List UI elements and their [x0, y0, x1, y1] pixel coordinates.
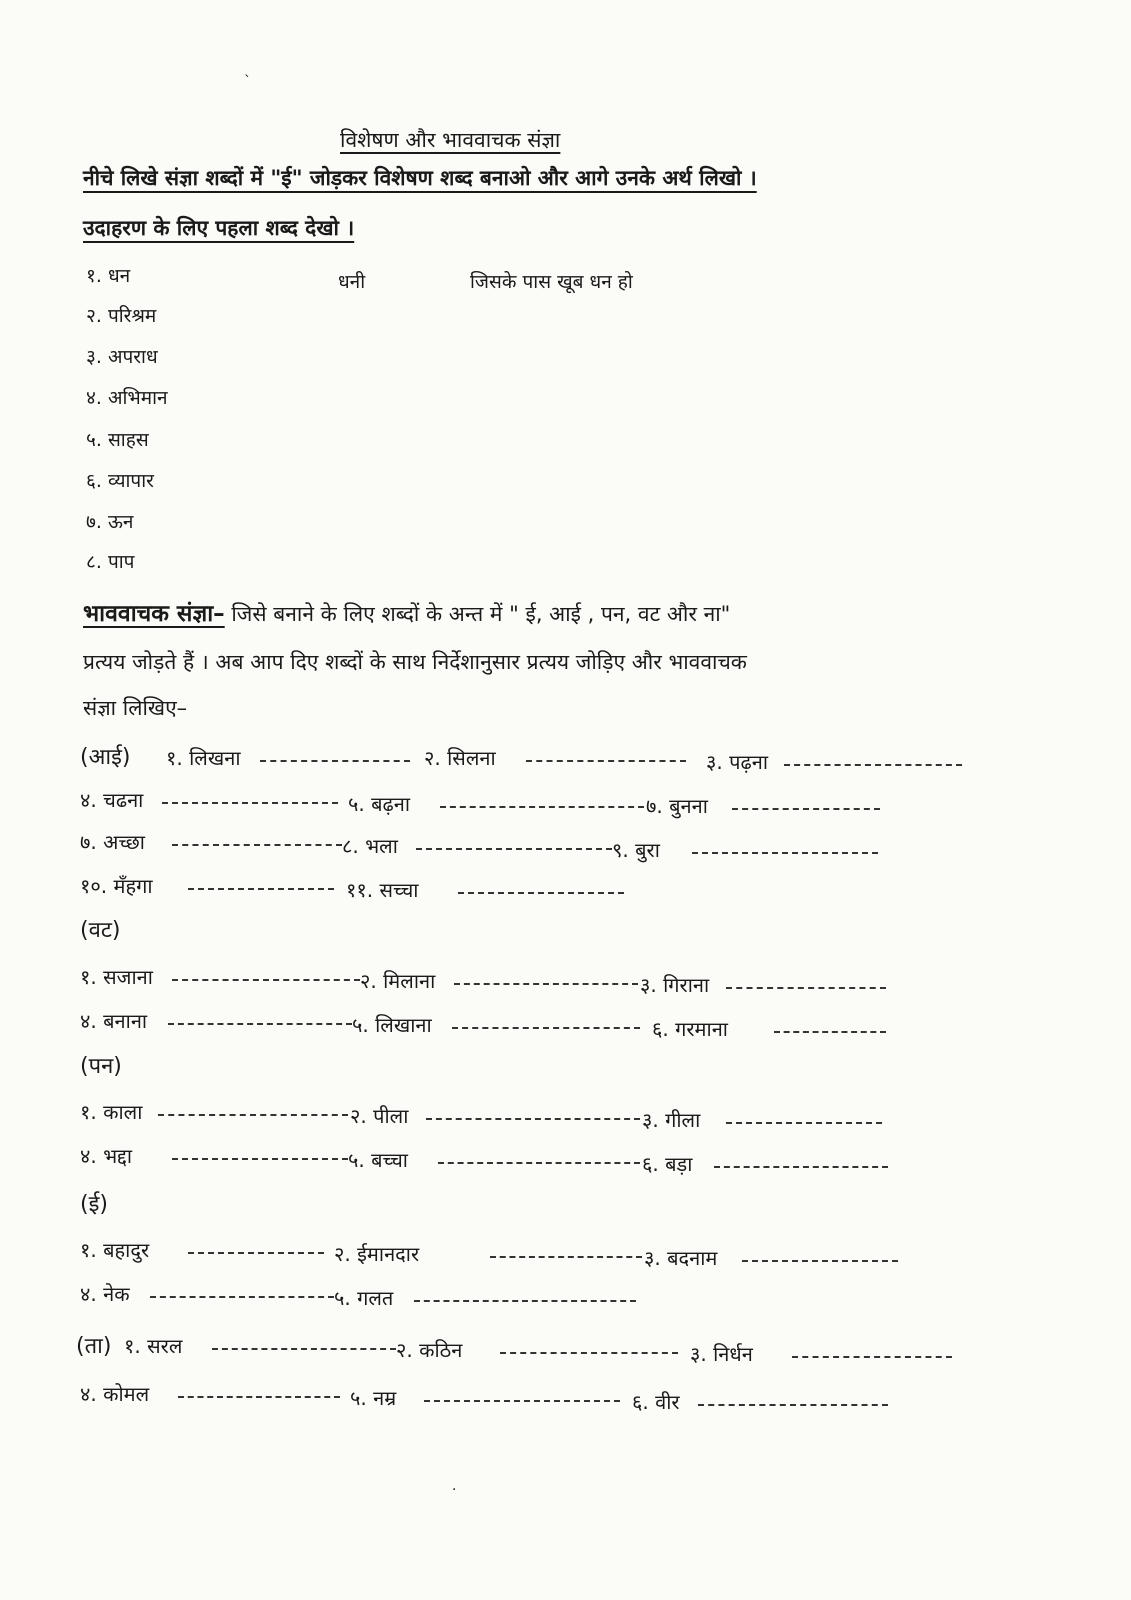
answer-blank[interactable] — [742, 1260, 898, 1262]
word-item: ४. अभिमान — [86, 387, 168, 409]
answer-blank[interactable] — [150, 1296, 334, 1298]
suffix-label: (आई) — [80, 745, 131, 770]
exercise-word: ४. नेक — [80, 1282, 130, 1306]
answer-blank[interactable] — [454, 983, 638, 985]
abstract-text: जिसे बनाने के लिए शब्दों के अन्त में " ई, आई , पन, वट और ना" — [224, 602, 731, 626]
exercise-word: ३. पढ़ना — [706, 750, 769, 774]
answer-blank[interactable] — [714, 1166, 888, 1168]
instruction-line-1: नीचे लिखे संज्ञा शब्दों में "ई" जोड़कर विशेषण शब्द बनाओ और आगे उनके अर्थ लिखो । — [83, 166, 757, 190]
suffix-label: (वट) — [80, 918, 121, 943]
example-meaning: जिसके पास खूब धन हो — [470, 271, 633, 293]
answer-blank[interactable] — [438, 1162, 640, 1164]
answer-blank[interactable] — [692, 852, 878, 854]
abstract-paragraph-line-3: संज्ञा लिखिए– — [83, 696, 188, 720]
exercise-word: ७. बुनना — [646, 794, 708, 818]
answer-blank[interactable] — [188, 1252, 324, 1254]
exercise-word: ४. भद्दा — [80, 1144, 133, 1168]
exercise-word: १. सरल — [124, 1334, 183, 1358]
answer-blank[interactable] — [178, 1396, 340, 1398]
exercise-word: ४. बनाना — [80, 1009, 148, 1033]
answer-blank[interactable] — [726, 987, 886, 989]
exercise-word: १. सजाना — [80, 965, 153, 989]
exercise-word: ९. बुरा — [612, 838, 660, 862]
answer-blank[interactable] — [698, 1404, 888, 1406]
answer-blank[interactable] — [458, 892, 624, 894]
exercise-word: ३. निर्धन — [690, 1342, 753, 1366]
exercise-word: १. लिखना — [166, 746, 241, 770]
exercise-word: ५. बच्चा — [348, 1148, 408, 1172]
exercise-word: ६. गरमाना — [652, 1017, 728, 1041]
exercise-word: २. पीला — [350, 1104, 409, 1128]
exercise-word: ५. गलत — [334, 1286, 394, 1310]
word-item: ५. साहस — [86, 429, 149, 451]
word-item: ७. ऊन — [86, 511, 134, 533]
answer-blank[interactable] — [158, 1114, 348, 1116]
answer-blank[interactable] — [172, 979, 360, 981]
answer-blank[interactable] — [792, 1356, 952, 1358]
exercise-word: ५. नम्र — [350, 1386, 397, 1410]
exercise-word: ७. अच्छा — [80, 830, 145, 854]
answer-blank[interactable] — [440, 806, 644, 808]
exercise-word: ५. बढ़ना — [348, 792, 411, 816]
page-title: विशेषण और भाववाचक संज्ञा — [340, 128, 561, 152]
speck-mark: · — [452, 1482, 457, 1498]
abstract-paragraph-line-1 — [83, 596, 730, 628]
answer-blank[interactable] — [416, 848, 612, 850]
suffix-label: (पन) — [80, 1054, 122, 1079]
word-item: १. धन — [86, 265, 131, 287]
exercise-word: ४. चढना — [80, 788, 144, 812]
answer-blank[interactable] — [426, 1118, 640, 1120]
exercise-word: ८. भला — [342, 834, 398, 858]
example-adjective: धनी — [338, 271, 366, 293]
instruction-line-2: उदाहरण के लिए पहला शब्द देखो । — [83, 216, 355, 240]
exercise-word: ११. सच्चा — [346, 878, 419, 902]
word-item: ८. पाप — [86, 551, 135, 573]
answer-blank[interactable] — [452, 1027, 640, 1029]
suffix-label: (ता) — [76, 1334, 112, 1359]
abstract-noun-heading: भाववाचक संज्ञा– — [83, 601, 225, 627]
word-item: २. परिश्रम — [86, 305, 157, 327]
exercise-word: ४. कोमल — [80, 1382, 150, 1406]
answer-blank[interactable] — [490, 1256, 642, 1258]
abstract-paragraph-line-2: प्रत्यय जोड़ते हैं । अब आप दिए शब्दों के साथ निर्देशानुसार प्रत्यय जोड़िए और भाववाचक — [83, 650, 747, 674]
suffix-label: (ई) — [80, 1192, 108, 1217]
answer-blank[interactable] — [732, 808, 880, 810]
speck-mark: ˋ — [244, 74, 251, 90]
exercise-word: २. मिलाना — [360, 969, 436, 993]
exercise-word: ६. वीर — [632, 1390, 680, 1414]
answer-blank[interactable] — [212, 1348, 396, 1350]
answer-blank[interactable] — [500, 1352, 678, 1354]
exercise-word: २. ईमानदार — [334, 1242, 420, 1266]
answer-blank[interactable] — [172, 1158, 348, 1160]
exercise-word: ५. लिखाना — [352, 1013, 432, 1037]
answer-blank[interactable] — [784, 764, 962, 766]
exercise-word: १०. मँहगा — [80, 874, 153, 898]
exercise-word: १. काला — [80, 1100, 143, 1124]
exercise-word: ६. बड़ा — [642, 1152, 693, 1176]
answer-blank[interactable] — [260, 760, 410, 762]
answer-blank[interactable] — [162, 802, 338, 804]
exercise-word: ३. गिराना — [640, 973, 710, 997]
answer-blank[interactable] — [424, 1400, 620, 1402]
exercise-word: ३. बदनाम — [644, 1246, 718, 1270]
answer-blank[interactable] — [774, 1031, 886, 1033]
answer-blank[interactable] — [726, 1122, 882, 1124]
exercise-word: १. बहादुर — [80, 1238, 150, 1262]
answer-blank[interactable] — [188, 888, 334, 890]
exercise-word: २. सिलना — [424, 746, 496, 770]
answer-blank[interactable] — [414, 1300, 636, 1302]
exercise-word: ३. गीला — [642, 1108, 701, 1132]
word-item: ६. व्यापार — [86, 470, 154, 492]
answer-blank[interactable] — [168, 1023, 352, 1025]
answer-blank[interactable] — [526, 760, 686, 762]
word-item: ३. अपराध — [86, 346, 158, 368]
answer-blank[interactable] — [172, 844, 342, 846]
exercise-word: २. कठिन — [396, 1338, 463, 1362]
